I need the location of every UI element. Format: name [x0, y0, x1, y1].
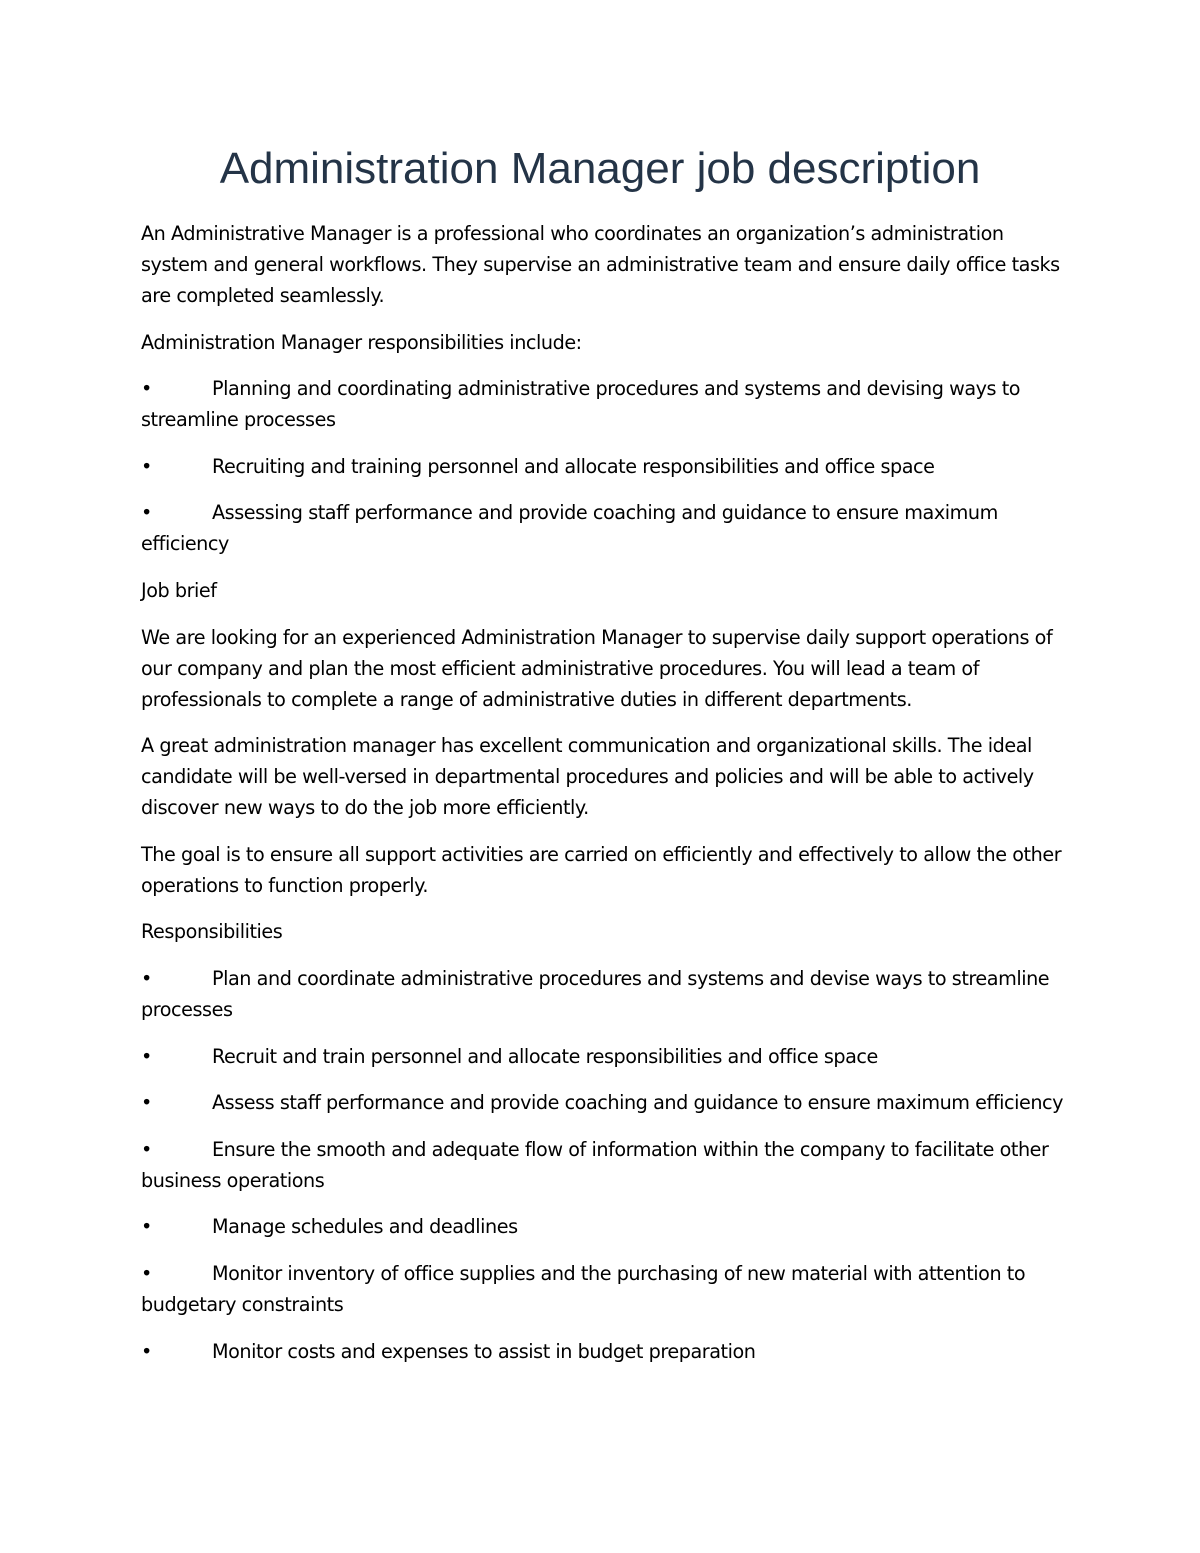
list-item-text: Ensure the smooth and adequate flow of information within the company to facilitate other business operations	[141, 1137, 1049, 1192]
document-title: Administration Manager job description	[219, 144, 981, 193]
bullet-icon: •	[141, 1215, 152, 1239]
responsibilities-include-heading: Administration Manager responsibilities include:	[141, 330, 582, 354]
list-item	[141, 373, 1071, 435]
list-item	[141, 1258, 1071, 1320]
job-brief-paragraph: A great administration manager has excellent communication and organizational skills. The ideal candidate will be well-versed in departmental procedures and policies and will be able to actively discover new ways to do the job more efficiently.	[141, 734, 1034, 820]
list-item	[141, 1211, 1071, 1242]
list-item	[141, 963, 1071, 1025]
bullet-icon: •	[141, 1137, 152, 1161]
list-item-text: Plan and coordinate administrative procedures and systems and devise ways to streamline processes	[141, 966, 1050, 1021]
bullet-icon: •	[141, 454, 152, 478]
list-item-text: Manage schedules and deadlines	[212, 1215, 518, 1239]
list-item	[141, 451, 1071, 482]
list-item-text: Monitor costs and expenses to assist in budget preparation	[212, 1339, 756, 1363]
bullet-icon: •	[141, 1091, 152, 1115]
job-brief-paragraph: We are looking for an experienced Administration Manager to supervise daily support operations of our company and plan the most efficient administrative procedures. You will lead a team of professionals to complete a range of administrative duties in different departments.	[141, 625, 1053, 711]
job-brief-heading: Job brief	[141, 578, 217, 602]
list-item-text: Assess staff performance and provide coaching and guidance to ensure maximum efficiency	[212, 1091, 1064, 1115]
list-item	[141, 1041, 1071, 1072]
bullet-icon: •	[141, 377, 152, 401]
bullet-icon: •	[141, 1261, 152, 1285]
list-item-text: Assessing staff performance and provide coaching and guidance to ensure maximum efficiency	[141, 501, 998, 556]
list-item	[141, 1134, 1071, 1196]
list-item-text: Recruit and train personnel and allocate responsibilities and office space	[212, 1044, 878, 1068]
list-item-text: Planning and coordinating administrative procedures and systems and devising ways to streamline processes	[141, 377, 1021, 432]
bullet-icon: •	[141, 1339, 152, 1363]
job-brief-paragraph: The goal is to ensure all support activities are carried on efficiently and effectively to allow the other operations to function properly.	[141, 842, 1062, 897]
list-item	[141, 1087, 1071, 1118]
document-body	[141, 218, 1071, 1382]
bullet-icon: •	[141, 966, 152, 990]
list-item-text: Recruiting and training personnel and allocate responsibilities and office space	[212, 454, 935, 478]
responsibilities-heading: Responsibilities	[141, 920, 283, 944]
bullet-icon: •	[141, 501, 152, 525]
intro-paragraph: An Administrative Manager is a professional who coordinates an organization’s administration system and general workflows. They supervise an administrative team and ensure daily office tasks are completed seamlessly.	[141, 222, 1060, 307]
bullet-icon: •	[141, 1044, 152, 1068]
list-item-text: Monitor inventory of office supplies and the purchasing of new material with attention to budgetary constraints	[141, 1261, 1026, 1316]
list-item	[141, 1336, 1071, 1367]
list-item	[141, 497, 1071, 559]
